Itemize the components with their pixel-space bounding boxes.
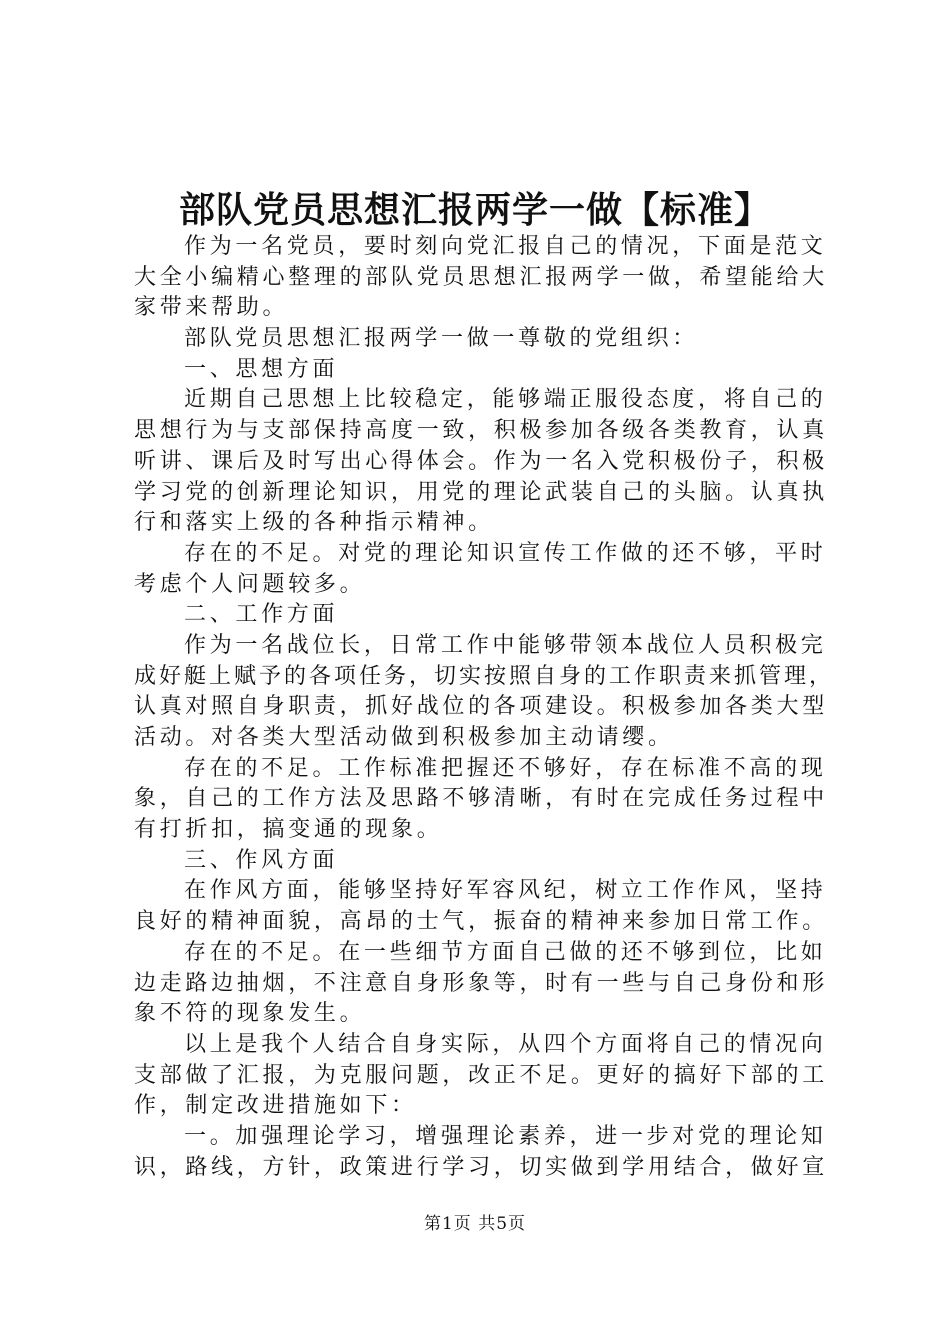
paragraph-line: 思想行为与支部保持高度一致，积极参加各级各类教育，认真: [134, 418, 828, 444]
paragraph-line: 部队党员思想汇报两学一做一尊敬的党组织：: [184, 326, 699, 352]
paragraph-line: 考虑个人问题较多。: [134, 571, 366, 597]
paragraph-line: 象不符的现象发生。: [134, 1001, 366, 1027]
paragraph-line: 存在的不足。工作标准把握还不够好，存在标准不高的现: [184, 755, 827, 781]
document-body: [134, 232, 834, 1183]
paragraph-line: 一。加强理论学习，增强理论素养，进一步对党的理论知: [184, 1123, 827, 1149]
paragraph-line: 行和落实上级的各种指示精神。: [134, 510, 494, 536]
paragraph-line: 边走路边抽烟，不注意自身形象等，时有一些与自己身份和形: [134, 970, 828, 996]
paragraph-line: 学习党的创新理论知识，用党的理论武装自己的头脑。认真执: [134, 479, 828, 505]
paragraph-line: 作，制定改进措施如下：: [134, 1093, 417, 1119]
paragraph-line: 近期自己思想上比较稳定，能够端正服役态度，将自己的: [184, 387, 827, 413]
paragraph-line: 成好艇上赋予的各项任务，切实按照自身的工作职责来抓管理，: [134, 663, 835, 689]
paragraph-line: 存在的不足。对党的理论知识宣传工作做的还不够，平时: [184, 540, 827, 566]
paragraph-line: 支部做了汇报，为克服问题，改正不足。更好的搞好下部的工: [134, 1062, 828, 1088]
section-heading: 三、作风方面: [184, 847, 339, 873]
paragraph-line: 良好的精神面貌，高昂的士气，振奋的精神来参加日常工作。: [134, 909, 828, 935]
paragraph-line: 有打折扣，搞变通的现象。: [134, 817, 443, 843]
paragraph-line: 大全小编精心整理的部队党员思想汇报两学一做，希望能给大: [134, 264, 828, 290]
paragraph-line: 听讲、课后及时写出心得体会。作为一名入党积极份子，积极: [134, 448, 828, 474]
paragraph-line: 认真对照自身职责，抓好战位的各项建设。积极参加各类大型: [134, 694, 828, 720]
paragraph-line: 识，路线，方针，政策进行学习，切实做到学用结合，做好宣: [134, 1154, 828, 1180]
document-title: 部队党员思想汇报两学一做【标准】: [178, 189, 771, 231]
paragraph-line: 以上是我个人结合自身实际，从四个方面将自己的情况向: [184, 1031, 827, 1057]
paragraph-line: 象，自己的工作方法及思路不够清晰，有时在完成任务过程中: [134, 786, 828, 812]
section-heading: 一、思想方面: [184, 356, 339, 382]
paragraph-line: 存在的不足。在一些细节方面自己做的还不够到位，比如: [184, 939, 827, 965]
paragraph-line: 作为一名战位长，日常工作中能够带领本战位人员积极完: [184, 632, 827, 658]
paragraph-line: 在作风方面，能够坚持好军容风纪，树立工作作风，坚持: [184, 878, 827, 904]
paragraph-line: 作为一名党员，要时刻向党汇报自己的情况，下面是范文: [184, 234, 827, 259]
paragraph-line: 活动。对各类大型活动做到积极参加主动请缨。: [134, 725, 674, 750]
section-heading: 二、工作方面: [184, 602, 339, 628]
page-number-footer: 第1页 共5页: [423, 1214, 527, 1234]
paragraph-line: 家带来帮助。: [134, 295, 289, 321]
